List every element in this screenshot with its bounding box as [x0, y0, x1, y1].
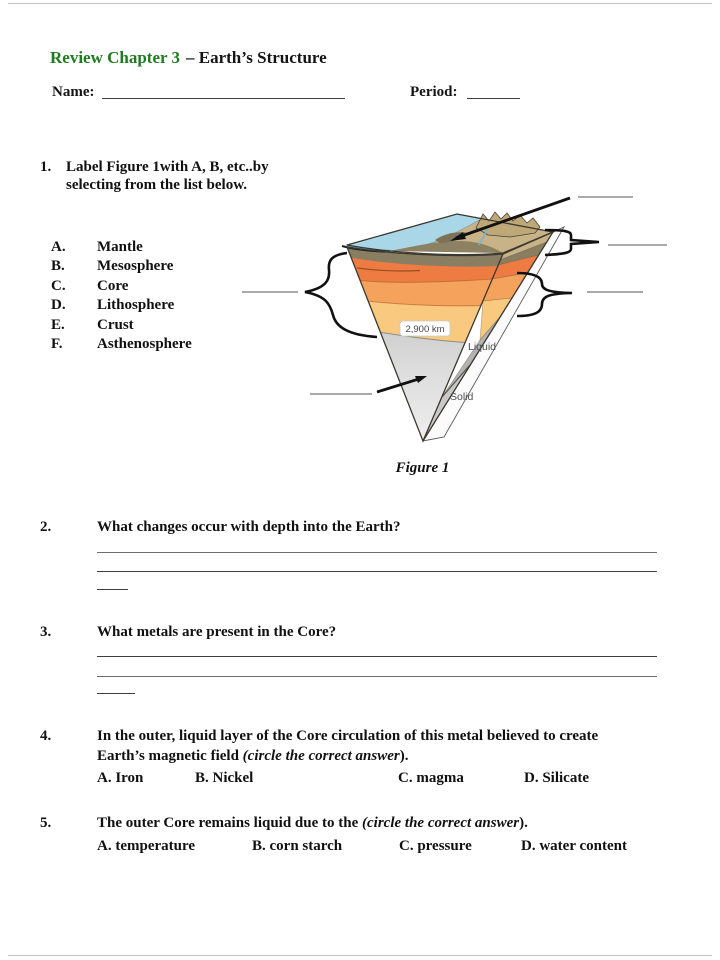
page-title	[50, 48, 327, 68]
q4-choice-a: A. Iron	[97, 770, 144, 786]
q5-choice-b: B. corn starch	[252, 838, 343, 854]
q5-text	[97, 815, 528, 832]
q5-text-start: The outer Core remains liquid due to the	[97, 815, 363, 831]
q4-line2-italic: (circle the correct answer	[242, 748, 400, 764]
q1-option-label: Crust	[97, 317, 134, 333]
q1-option-letter: E.	[51, 317, 65, 333]
q4-number: 4.	[40, 728, 52, 744]
q1-option-letter: F.	[51, 336, 63, 352]
q1-option-label: Lithosphere	[97, 297, 175, 313]
q1-option-letter: C.	[51, 278, 66, 294]
q1-number: 1.	[40, 159, 52, 175]
q3-answer-line	[97, 656, 657, 657]
q3-text: What metals are present in the Core?	[97, 624, 337, 640]
earth-structure-figure	[230, 165, 720, 465]
q4-choice-d: D. Silicate	[524, 770, 589, 786]
name-label: Name:	[52, 84, 95, 100]
q2-answer-line	[97, 552, 657, 553]
q2-text: What changes occur with depth into the Earth?	[97, 519, 401, 535]
q1-option-letter: B.	[51, 258, 65, 274]
depth-label: 2,900 km	[405, 324, 445, 335]
q5-text-end: ).	[519, 815, 528, 831]
q2-answer-line	[97, 571, 657, 572]
q3-answer-line-short	[97, 693, 135, 694]
q3-answer-line	[97, 676, 657, 677]
q1-text-line2: selecting from the list below.	[66, 177, 247, 193]
q5-number: 5.	[40, 815, 52, 831]
q1-option-label: Mesosphere	[97, 258, 174, 274]
q4-line2-end: ).	[399, 748, 409, 764]
figure-caption: Figure 1	[395, 460, 450, 476]
q5-choice-a: A. temperature	[97, 838, 196, 854]
q4-line2-start: Earth’s magnetic field	[97, 748, 243, 764]
q5-text-italic: (circle the correct answer	[362, 815, 520, 831]
q1-option-label: Mantle	[97, 239, 143, 255]
name-blank	[102, 98, 345, 99]
q1-option-label: Asthenosphere	[97, 336, 192, 352]
q3-number: 3.	[40, 624, 52, 640]
q4-choice-c: C. magma	[398, 770, 464, 786]
q1-option-letter: D.	[51, 297, 66, 313]
page-bottom-rule	[8, 955, 712, 956]
period-blank	[467, 98, 520, 99]
q4-text-line1: In the outer, liquid layer of the Core circulation of this metal believed to create	[97, 728, 599, 744]
q4-choice-b: B. Nickel	[195, 770, 254, 786]
q5-choice-c: C. pressure	[399, 838, 472, 854]
page-top-rule	[8, 3, 712, 4]
q1-option-letter: A.	[51, 239, 66, 255]
q2-number: 2.	[40, 519, 52, 535]
q5-choice-d: D. water content	[521, 838, 627, 854]
q1-option-label: Core	[97, 278, 129, 294]
inner-core-label: Solid	[450, 391, 474, 403]
q1-text-line1: Label Figure 1with A, B, etc..by	[66, 159, 269, 175]
period-label: Period:	[410, 84, 458, 100]
q2-answer-line-short	[97, 589, 128, 590]
outer-core-label: Liquid	[468, 341, 497, 353]
q4-text-line2	[97, 748, 408, 765]
page-title-chapter: Review Chapter 3	[50, 48, 180, 67]
page-title-subject: – Earth’s Structure	[186, 48, 327, 67]
